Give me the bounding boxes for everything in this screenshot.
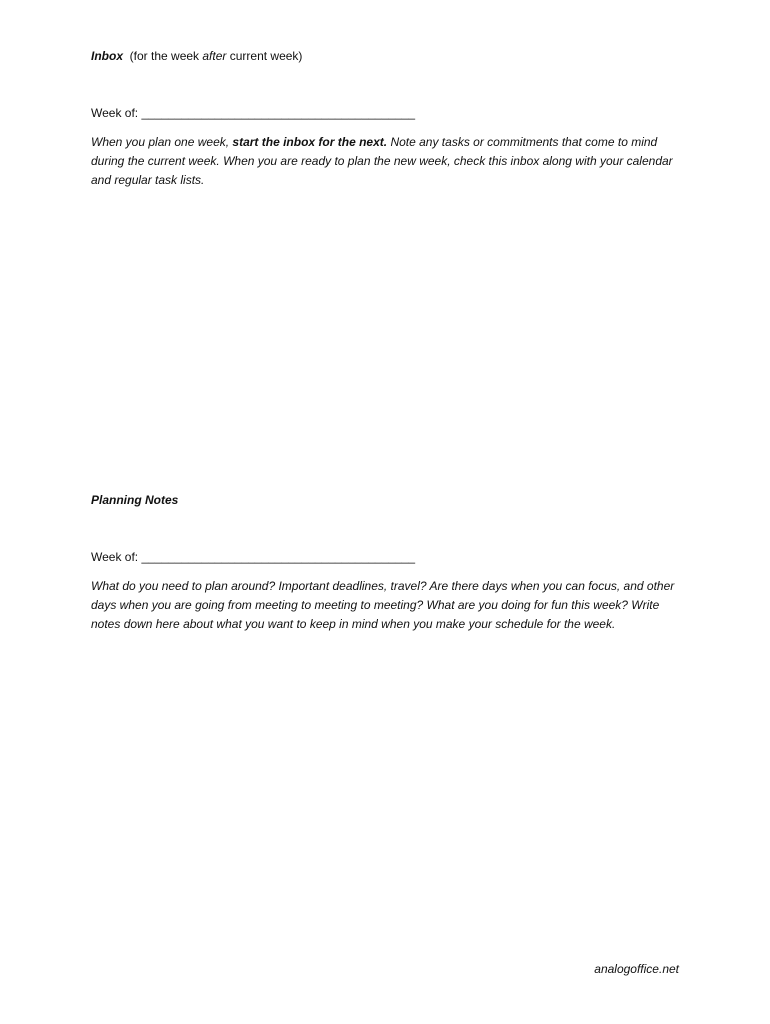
inbox-week-of-blank: _________________________________________ — [141, 106, 416, 120]
planning-heading — [91, 491, 178, 509]
planning-title: Planning Notes — [91, 493, 179, 507]
inbox-description — [91, 133, 691, 190]
inbox-heading — [91, 47, 302, 65]
inbox-desc-bold: start the inbox for the next. — [232, 135, 388, 149]
inbox-desc-post: Note any tasks or commitments that come to mind during the current week. When you are ready to plan the new week, check this inbox along with your calendar and regular task lists. — [91, 135, 673, 187]
inbox-subtitle-emphasis: after — [202, 49, 227, 63]
planning-week-of-blank: _________________________________________ — [141, 550, 416, 564]
planning-desc-text: What do you need to plan around? Important deadlines, travel? Are there days when you can focus, and other days when you are going from meeting to meeting to meeting? What are you doing for fun this week? Write notes down here about what you want to keep in mind when you make your schedule for the week. — [91, 579, 675, 631]
planning-description — [91, 577, 691, 634]
planning-week-of-label: Week of: — [91, 550, 142, 564]
footer-site-text: analogoffice.net — [594, 962, 679, 976]
inbox-week-of — [91, 104, 415, 122]
inbox-title: Inbox — [91, 49, 123, 63]
inbox-subtitle-post: current week) — [226, 49, 303, 63]
planning-week-of — [91, 548, 415, 566]
inbox-desc-pre: When you plan one week, — [91, 135, 233, 149]
inbox-subtitle-pre: (for the week — [129, 49, 203, 63]
inbox-week-of-label: Week of: — [91, 106, 142, 120]
footer-site — [594, 960, 679, 978]
